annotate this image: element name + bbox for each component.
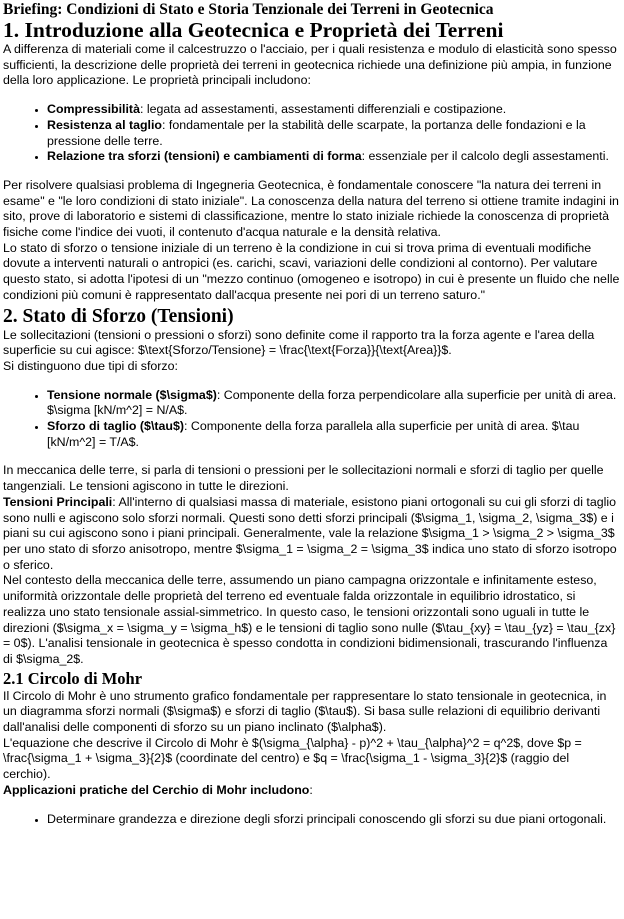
list-item	[47, 419, 620, 450]
property-desc: : essenziale per il calcolo degli assestamenti.	[361, 149, 609, 164]
applications-term: Applicazioni pratiche del Cerchio di Mohr includono	[3, 782, 310, 797]
section-2-1-paragraph-1: Il Circolo di Mohr è uno strumento grafico fondamentale per rappresentare lo stato tensionale in geotecnica, in un diagramma sforzi normali ($\sigma$) e sforzi di taglio ($\tau$). Si basa sulle relazioni di equilibrio derivanti dall'analisi delle componenti di sforzo su un piano inclinato ($\alpha$).	[3, 688, 607, 735]
section-2-1-heading: 2.1 Circolo di Mohr	[3, 668, 143, 688]
stress-type-term: Sforzo di taglio ($\tau$)	[47, 419, 184, 434]
list-item	[47, 149, 620, 165]
section-2-paragraph-4: Nel contesto della meccanica delle terre, assumendo un piano campagna orizzontale e infinitamente esteso, uniformità orizzontale delle proprietà del terreno ed eventuale falda orizzontale in equilibrio idrostatico, si realizza uno stato tensionale assial-simmetrico. In questo caso, le tensioni orizzontali sono uguali in tutte le direzioni ($\sigma_x = \sigma_y = \sigma_h$) e le tensioni di taglio sono nulle ($\tau_{xy} = \tau_{yz} = \tau_{zx} = 0$). L'analisi tensionale in geotecnica è spesso condotta in condizioni bidimensionali, trascurando l'influenza di $\sigma_2$.	[3, 573, 616, 666]
properties-list	[3, 102, 620, 165]
stress-type-desc: : Componente della forza parallela alla superficie per unità di area. $\tau [kN/m^2] = T/A$.	[47, 419, 580, 449]
property-term: Resistenza al taglio	[47, 117, 162, 132]
document-page	[0, 1, 624, 827]
stress-type-term: Tensione normale ($\sigma$)	[47, 387, 217, 402]
document-title: Briefing: Condizioni di Stato e Storia Tenzionale dei Terreni in Geotecnica	[3, 1, 494, 18]
stress-type-desc: : Componente della forza perpendicolare alla superficie per unità di area. $\sigma [kN/m^2] = N/A$.	[47, 387, 617, 418]
list-item	[47, 388, 620, 419]
section-1-paragraph-2: Per risolvere qualsiasi problema di Ingegneria Geotecnica, è fondamentale conoscere "la natura dei terreni in esame" e "le loro condizioni di stato iniziale". La conoscenza della natura del terreno si ottiene tramite indagini in sito, prove di laboratorio e sistemi di classificazione, mentre lo stato iniziale richiede la conoscenza di proprietà fisiche come l'indice dei vuoti, il contenuto d'acqua naturale e la densità relativa.	[3, 177, 619, 240]
principal-stresses-term: Tensioni Principali	[3, 494, 113, 509]
section-2-paragraph-3: In meccanica delle terre, si parla di tensioni o pressioni per le sollecitazioni normali e sforzi di taglio per quelle tangenziali. Le tensioni agiscono in tutte le direzioni.	[3, 463, 604, 494]
list-item	[47, 118, 620, 149]
property-desc: : legata ad assestamenti, assestamenti differenziali e costipazione.	[139, 102, 507, 117]
property-term: Relazione tra sforzi (tensioni) e cambiamenti di forma	[47, 149, 362, 164]
section-2-1-paragraph-2: L'equazione che descrive il Circolo di Mohr è $(\sigma_{\alpha} - p)^2 + \tau_{\alpha}^2 = q^2$, dove $p = \frac{\sigma_1 + \sigma_3}{2}$ (coordinate del centro) e $q = \frac{\sigma_1 - \sigma_3}{2}$ (raggio del cerchio).	[3, 735, 582, 782]
principal-stresses-desc: : All'interno di qualsiasi massa di materiale, esistono piani ortogonali su cui gli sforzi di taglio sono nulli e agiscono solo sforzi normali. Questi sono detti sforzi principali ($\sigma_1, \sigma_2, \sigma_3$) e i piani su cui agiscono sono i piani principali. Generalmente, vale la relazione $\sigma_1 > \sigma_2 > \sigma_3$ per uno stato di sforzo anisotropo, mentre $\sigma_1 = \sigma_2 = \sigma_3$ indica uno stato di sforzo isotropo o sferico.	[3, 494, 617, 572]
applications-colon: :	[309, 782, 313, 797]
applications-list	[3, 812, 620, 828]
list-item	[47, 102, 620, 118]
section-1-paragraph-3: Lo stato di sforzo o tensione iniziale di un terreno è la condizione in cui si trova prima di eventuali modifiche dovute a interventi naturali o antropici (es. carichi, scavi, variazioni delle condizioni al contorno). Per valutare questo stato, si adotta l'ipotesi di un "mezzo continuo (omogeneo e isotropo) in cui è presente un fluido che nelle condizioni più comuni è rappresentato dall'acqua presente nei pori di un terreno saturo."	[3, 240, 620, 302]
applications-heading	[3, 783, 620, 799]
section-1-intro: A differenza di materiali come il calcestruzzo o l'acciaio, per i quali resistenza e modulo di elasticità sono spesso sufficienti, la descrizione delle proprietà dei terreni in geotecnica richiede una definizione più ampia, in funzione della loro applicazione. Le proprietà principali includono:	[3, 42, 617, 88]
stress-types-list	[3, 388, 620, 451]
section-2-paragraph-2: Si distinguono due tipi di sforzo:	[3, 358, 178, 373]
property-desc: : fondamentale per la stabilità delle scarpate, la portanza delle fondazioni e la pressione delle terre.	[47, 117, 586, 148]
principal-stresses-paragraph	[3, 495, 620, 574]
property-term: Compressibilità	[47, 102, 140, 117]
section-2-heading: 2. Stato di Sforzo (Tensioni)	[3, 305, 234, 327]
section-1-heading: 1. Introduzione alla Geotecnica e Proprietà dei Terreni	[3, 18, 504, 42]
section-2-paragraph-1: Le sollecitazioni (tensioni o pressioni o sforzi) sono definite come il rapporto tra la forza agente e l'area della superficie su cui agisce: $\text{Sforzo/Tensione} = \frac{\text{Forza}}{\text{Area}}$.	[3, 327, 595, 358]
list-item: • Determinare grandezza e direzione degli sforzi principali conoscendo gli sforzi su due piani ortogonali.	[47, 812, 620, 828]
